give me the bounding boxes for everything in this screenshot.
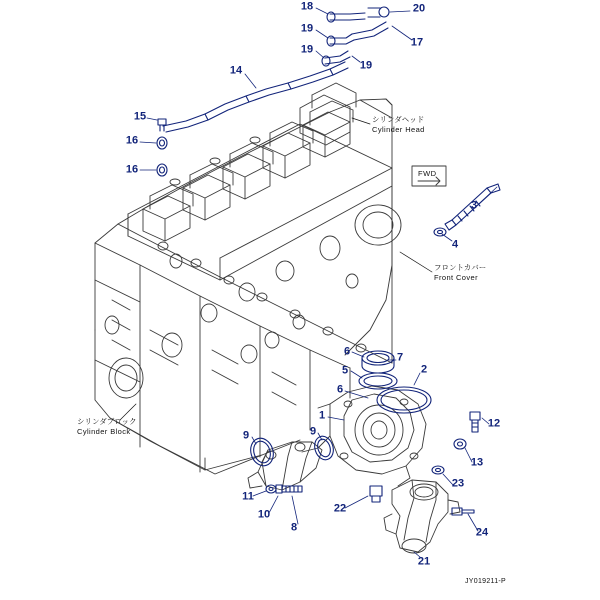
callout-19-c[interactable]: 19 <box>359 59 373 72</box>
callout-1[interactable]: 1 <box>318 409 326 422</box>
bolt-24 <box>452 508 474 515</box>
callout-4[interactable]: 4 <box>451 238 459 251</box>
callout-19-b[interactable]: 19 <box>300 43 314 56</box>
label-front-cover-jp: フロントカバー <box>434 263 487 272</box>
label-cylinder-head-en: Cylinder Head <box>372 124 425 134</box>
callout-3[interactable]: 3 <box>470 199 478 212</box>
callout-2[interactable]: 2 <box>420 363 428 376</box>
callout-13[interactable]: 13 <box>470 456 484 469</box>
cylinder-head-assembly <box>125 83 392 280</box>
callout-8[interactable]: 8 <box>290 521 298 534</box>
bolt-10 <box>276 485 302 493</box>
bolt-23 <box>432 466 444 474</box>
washer-11 <box>266 485 276 493</box>
callout-17[interactable]: 17 <box>410 36 424 49</box>
callout-21[interactable]: 21 <box>417 555 431 568</box>
label-cylinder-block <box>77 417 137 436</box>
label-front-cover-en: Front Cover <box>434 272 478 282</box>
callout-22[interactable]: 22 <box>333 502 347 515</box>
callout-10[interactable]: 10 <box>257 508 271 521</box>
label-cylinder-block-jp: シリンダブロック <box>77 417 137 426</box>
label-cylinder-head <box>372 115 425 134</box>
water-inlet-pipe-8 <box>248 442 322 490</box>
callout-15[interactable]: 15 <box>133 110 147 123</box>
label-cylinder-block-en: Cylinder Block <box>77 426 131 436</box>
callout-16-a[interactable]: 16 <box>125 134 139 147</box>
callout-7[interactable]: 7 <box>396 351 404 364</box>
small-parts-15-16 <box>157 119 167 176</box>
callout-20[interactable]: 20 <box>412 2 426 15</box>
plug-22 <box>370 486 382 502</box>
o-ring-9b <box>312 434 337 462</box>
callout-24[interactable]: 24 <box>475 526 489 539</box>
callout-18[interactable]: 18 <box>300 0 314 13</box>
callout-12[interactable]: 12 <box>487 417 501 430</box>
fwd-label: FWD <box>418 169 437 178</box>
drawing-code: JY019211-P <box>465 578 507 585</box>
washer-13 <box>454 439 466 449</box>
callout-6-a[interactable]: 6 <box>343 345 351 358</box>
outlet-elbow-21 <box>384 480 460 553</box>
callout-19-a[interactable]: 19 <box>300 22 314 35</box>
bolt-12 <box>470 412 480 432</box>
callout-9-a[interactable]: 9 <box>242 429 250 442</box>
o-ring-2 <box>377 387 431 413</box>
washer-4 <box>434 228 446 236</box>
callout-14[interactable]: 14 <box>229 64 243 77</box>
label-front-cover <box>434 263 486 282</box>
pipe-fittings-upper <box>322 7 389 66</box>
callout-23[interactable]: 23 <box>451 477 465 490</box>
label-cylinder-head-jp: シリンダヘッド <box>372 115 425 124</box>
callout-11[interactable]: 11 <box>242 490 254 503</box>
callout-9-b[interactable]: 9 <box>309 425 317 438</box>
callout-6-b[interactable]: 6 <box>336 383 344 396</box>
cylinder-block-body <box>95 99 404 474</box>
callout-5[interactable]: 5 <box>341 364 349 377</box>
leader-lines <box>140 8 497 557</box>
callout-16-b[interactable]: 16 <box>125 163 139 176</box>
